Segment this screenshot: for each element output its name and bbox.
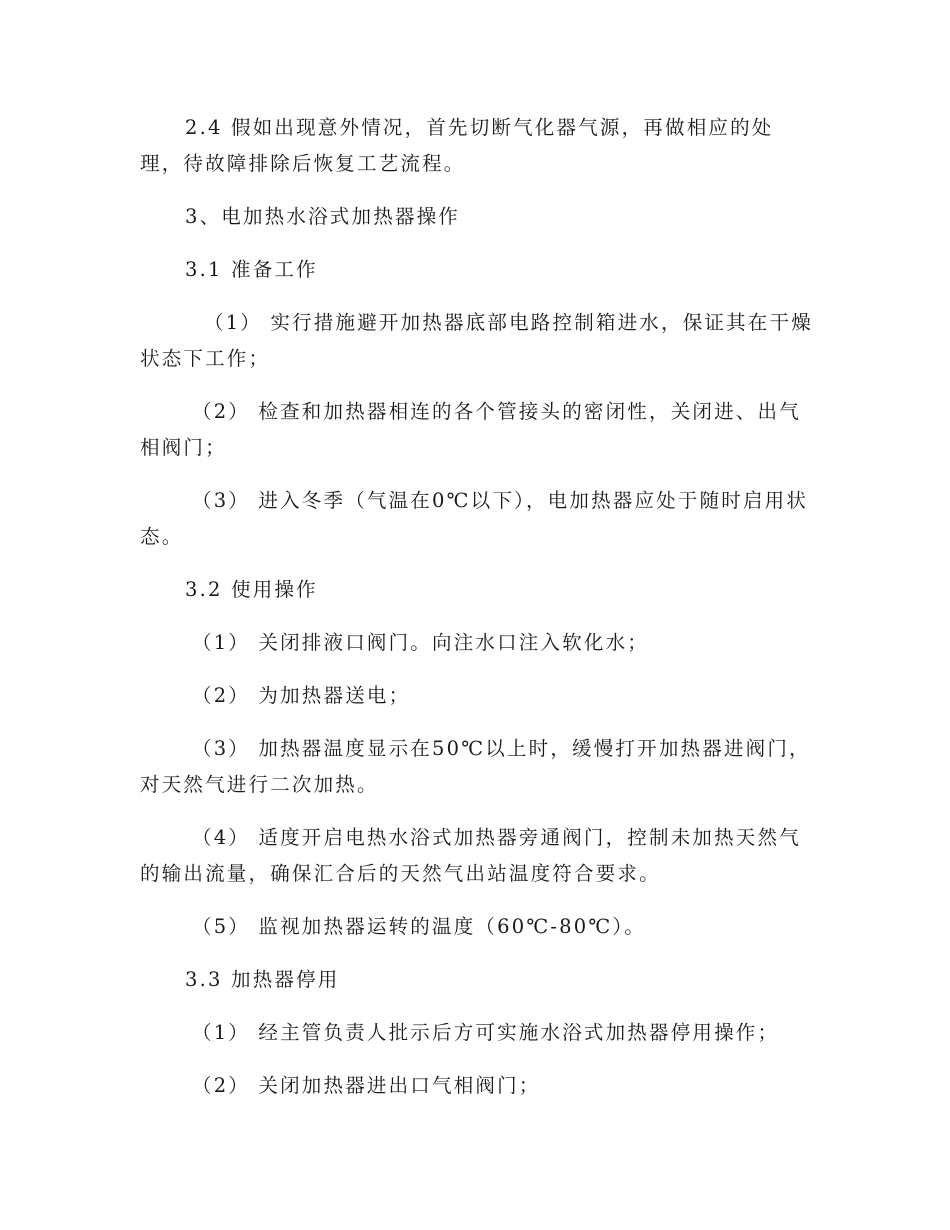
text-line: （3） 加热器温度显示在50℃以上时，缓慢打开加热器进阀门，: [192, 737, 811, 760]
text-line: 对天然气进行二次加热。: [140, 773, 379, 796]
subsection-heading-3-3: [140, 962, 820, 998]
text-line: （3） 进入冬季（气温在0℃以下），电加热器应处于随时启用状: [192, 489, 809, 512]
subsection-heading-3-2: [140, 572, 820, 608]
text-line: （2） 关闭加热器进出口气相阀门；: [192, 1074, 541, 1097]
list-item-3-3-1: [140, 1015, 820, 1051]
text-line: 3、电加热水浴式加热器操作: [185, 205, 461, 228]
text-line: 3.3 加热器停用: [185, 968, 340, 991]
text-line: （4） 适度开启电热水浴式加热器旁通阀门，控制未加热天然气: [192, 826, 801, 849]
list-item-3-3-2: [140, 1068, 820, 1104]
list-item-3-2-5: [140, 909, 820, 945]
text-line: （2） 为加热器送电；: [192, 684, 411, 707]
text-line: 3.1 准备工作: [185, 258, 318, 281]
list-item-3-2-3: [140, 731, 820, 803]
text-line: 理，待故障排除后恢复工艺流程。: [140, 152, 466, 175]
text-line: 态。: [140, 525, 184, 548]
section-heading-3: [140, 199, 820, 235]
text-line: （1） 实行措施避开加热器底部电路控制箱进水，保证其在干燥: [204, 311, 813, 334]
text-line: （1） 关闭排液口阀门。向注水口注入软化水；: [192, 631, 650, 654]
list-item-3-1-1: [140, 305, 820, 377]
text-line: 状态下工作；: [140, 347, 271, 370]
list-item-3-2-4: [140, 820, 820, 892]
text-line: （1） 经主管负责人批示后方可实施水浴式加热器停用操作；: [192, 1021, 780, 1044]
subsection-heading-3-1: [140, 252, 820, 288]
text-line: 2.4 假如出现意外情况，首先切断气化器气源，再做相应的处: [185, 116, 774, 139]
text-line: （5） 监视加热器运转的温度（60℃-80℃）。: [192, 915, 646, 938]
list-item-3-1-2: [140, 394, 820, 466]
text-line: （2） 检查和加热器相连的各个管接头的密闭性，关闭进、出气: [192, 400, 801, 423]
list-item-3-1-3: [140, 483, 820, 555]
text-line: 的输出流量，确保汇合后的天然气出站温度符合要求。: [140, 862, 661, 885]
list-item-3-2-1: [140, 625, 820, 661]
paragraph-2-4: [140, 110, 820, 182]
text-line: 3.2 使用操作: [185, 578, 318, 601]
list-item-3-2-2: [140, 678, 820, 714]
text-line: 相阀门；: [140, 436, 227, 459]
